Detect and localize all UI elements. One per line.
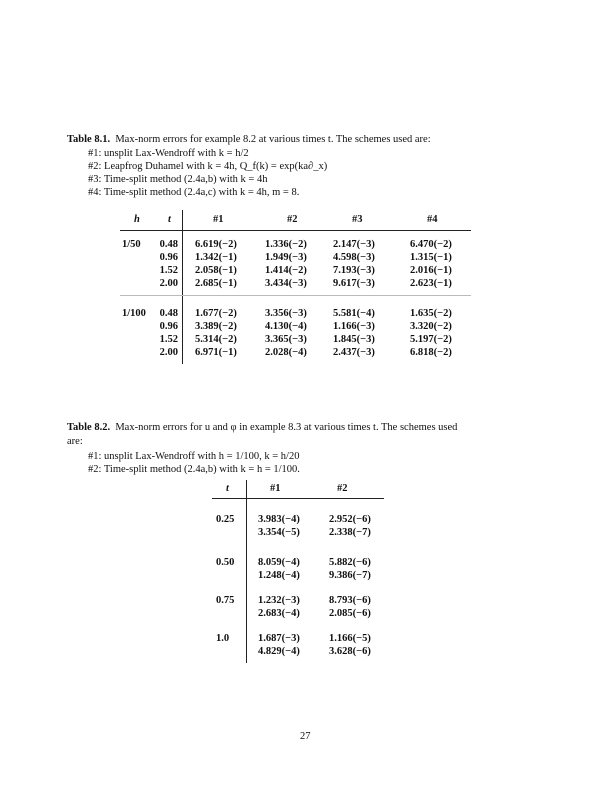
- table2-cell-2: 9.386(−7): [329, 570, 371, 581]
- table2-cell-2: 3.628(−6): [329, 646, 371, 657]
- table1-cell: 2.058(−1): [195, 265, 237, 276]
- table2-cell-1: 4.829(−4): [258, 646, 300, 657]
- table1-scheme-3: #3: Time-split method (2.4a,b) with k = 4h: [88, 174, 268, 185]
- table1-cell: 5.581(−4): [333, 308, 375, 319]
- table2-vertical-rule: [246, 480, 247, 663]
- table1-scheme-1: #1: unsplit Lax-Wendroff with k = h/2: [88, 148, 249, 159]
- table1-group-rule: [120, 295, 471, 296]
- table2-label: Table 8.2.: [67, 422, 111, 433]
- table1-header-rule: [120, 230, 471, 231]
- table1-label: Table 8.1.: [67, 134, 111, 145]
- table2-cell-1: 1.248(−4): [258, 570, 300, 581]
- table1-cell: 1.677(−2): [195, 308, 237, 319]
- table1-cell: 1.635(−2): [410, 308, 452, 319]
- table2-t-value: 0.25: [216, 514, 235, 525]
- table1-t-value: 2.00: [159, 278, 178, 289]
- table1-cell: 6.619(−2): [195, 239, 237, 250]
- table1-cell: 9.617(−3): [333, 278, 375, 289]
- table2-cell-2: 1.166(−5): [329, 633, 371, 644]
- table1-t-value: 2.00: [159, 347, 178, 358]
- table1-cell: 5.314(−2): [195, 334, 237, 345]
- table2-scheme-2: #2: Time-split method (2.4a,b) with k = h = 1/100.: [88, 464, 300, 475]
- table2-cell-1: 1.687(−3): [258, 633, 300, 644]
- table1-cell: 4.598(−3): [333, 252, 375, 263]
- table1-cell: 6.470(−2): [410, 239, 452, 250]
- table1-cell: 1.414(−2): [265, 265, 307, 276]
- table1-cell: 2.016(−1): [410, 265, 452, 276]
- table2-t-value: 1.0: [216, 633, 230, 644]
- table1-cell: 4.130(−4): [265, 321, 307, 332]
- table1-cell: 3.365(−3): [265, 334, 307, 345]
- table2-cell-1: 3.354(−5): [258, 527, 300, 538]
- table1-cell: 1.949(−3): [265, 252, 307, 263]
- table1-t-value: 0.96: [159, 252, 178, 263]
- table1-cell: 6.818(−2): [410, 347, 452, 358]
- table1-cell: 1.845(−3): [333, 334, 375, 345]
- table1-vertical-rule: [182, 210, 183, 364]
- table2-header-t: t: [226, 483, 229, 494]
- table2-cell-1: 8.059(−4): [258, 557, 300, 568]
- table2-cell-2: 5.882(−6): [329, 557, 371, 568]
- table1-cell: 1.336(−2): [265, 239, 307, 250]
- table2-caption-cont: are:: [67, 436, 83, 447]
- table2-cell-1: 3.983(−4): [258, 514, 300, 525]
- table1-cell: 3.356(−3): [265, 308, 307, 319]
- table2-t-value: 0.50: [216, 557, 235, 568]
- table1-cell: 1.342(−1): [195, 252, 237, 263]
- table1-t-value: 0.96: [159, 321, 178, 332]
- table2-cell-1: 2.683(−4): [258, 608, 300, 619]
- table2-caption: [67, 422, 457, 433]
- table1-cell: 3.434(−3): [265, 278, 307, 289]
- table1-header-t: t: [168, 214, 171, 225]
- table1-cell: 3.320(−2): [410, 321, 452, 332]
- table1-header-3: #3: [352, 214, 363, 225]
- table2-cell-2: 8.793(−6): [329, 595, 371, 606]
- table1-cell: 2.685(−1): [195, 278, 237, 289]
- table1-cell: 2.147(−3): [333, 239, 375, 250]
- table2-cell-1: 1.232(−3): [258, 595, 300, 606]
- table1-scheme-4: #4: Time-split method (2.4a,c) with k = 4h, m = 8.: [88, 187, 300, 198]
- table1-h-value: 1/50: [122, 239, 141, 250]
- table1-cell: 6.971(−1): [195, 347, 237, 358]
- table2-cell-2: 2.338(−7): [329, 527, 371, 538]
- table1-t-value: 0.48: [159, 239, 178, 250]
- table1-header-2: #2: [287, 214, 298, 225]
- page-number: 27: [300, 731, 311, 742]
- table1-cell: 1.166(−3): [333, 321, 375, 332]
- table2-cell-2: 2.085(−6): [329, 608, 371, 619]
- table1-h-value: 1/100: [122, 308, 146, 319]
- table2-scheme-1: #1: unsplit Lax-Wendroff with h = 1/100, k = h/20: [88, 451, 300, 462]
- table1-header-h: h: [134, 214, 140, 225]
- table2-caption-text: Max-norm errors for u and φ in example 8.3 at various times t. The schemes used: [115, 422, 458, 433]
- table1-cell: 2.437(−3): [333, 347, 375, 358]
- table1-cell: 2.028(−4): [265, 347, 307, 358]
- table1-cell: 3.389(−2): [195, 321, 237, 332]
- table2-header-1: #1: [270, 483, 281, 494]
- table1-scheme-2: #2: Leapfrog Duhamel with k = 4h, Q_f(k) = exp(ka∂_x): [88, 161, 328, 172]
- table1-caption: [67, 134, 431, 145]
- table2-header-2: #2: [337, 483, 348, 494]
- table1-cell: 2.623(−1): [410, 278, 452, 289]
- table1-t-value: 0.48: [159, 308, 178, 319]
- table1-cell: 1.315(−1): [410, 252, 452, 263]
- table1-header-1: #1: [213, 214, 224, 225]
- table2-cell-2: 2.952(−6): [329, 514, 371, 525]
- table2-t-value: 0.75: [216, 595, 235, 606]
- table1-cell: 5.197(−2): [410, 334, 452, 345]
- table1-caption-text: Max-norm errors for example 8.2 at various times t. The schemes used are:: [115, 134, 431, 145]
- table2-header-rule: [212, 498, 384, 499]
- table1-t-value: 1.52: [159, 334, 178, 345]
- table1-t-value: 1.52: [159, 265, 178, 276]
- table1-cell: 7.193(−3): [333, 265, 375, 276]
- table1-header-4: #4: [427, 214, 438, 225]
